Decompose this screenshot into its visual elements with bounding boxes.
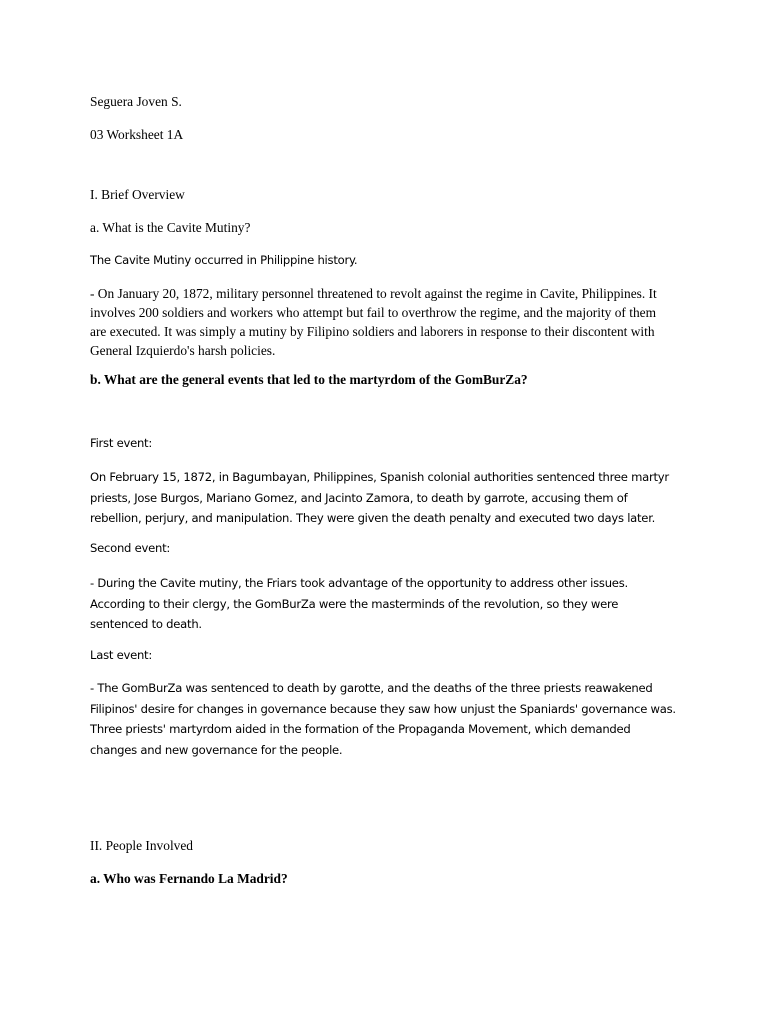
- last-event-line: changes and new governance for the people.: [90, 742, 343, 757]
- last-event-line: Filipinos' desire for changes in governance because they saw how unjust the Spaniards' governance was.: [90, 701, 676, 716]
- second-event-paragraph: [90, 573, 690, 635]
- answer-a-paragraph: [90, 284, 680, 360]
- section-heading-people-involved: II. People Involved: [90, 838, 194, 853]
- answer-a-line: involves 200 soldiers and workers who attempt but fail to overthrow the regime, and the majority of them: [90, 305, 656, 320]
- answer-a-line: - On January 20, 1872, military personnel threatened to revolt against the regime in Cavite, Philippines. It: [90, 286, 657, 301]
- worksheet-title: 03 Worksheet 1A: [90, 127, 184, 142]
- author-name: Seguera Joven S.: [90, 94, 182, 109]
- first-event-label: First event:: [90, 436, 153, 450]
- question-fernando-heading: a. Who was Fernando La Madrid?: [90, 871, 288, 886]
- first-event-paragraph: [90, 467, 690, 529]
- last-event-line: Three priests' martyrdom aided in the formation of the Propaganda Movement, which demanded: [90, 722, 631, 736]
- first-event-line: On February 15, 1872, in Bagumbayan, Philippines, Spanish colonial authorities sentenced three martyr: [90, 470, 669, 484]
- second-event-line: According to their clergy, the GomBurZa were the masterminds of the revolution, so they were: [90, 596, 619, 611]
- second-event-line: sentenced to death.: [90, 617, 202, 631]
- second-event-label: Second event:: [90, 541, 171, 555]
- answer-a-line: are executed. It was simply a mutiny by Filipino soldiers and laborers in response to their discontent with: [90, 324, 655, 339]
- first-event-line: rebellion, perjury, and manipulation. They were given the death penalty and executed two days later.: [90, 511, 656, 525]
- last-event-paragraph: [90, 678, 690, 760]
- question-a-heading: a. What is the Cavite Mutiny?: [90, 220, 251, 235]
- last-event-line: - The GomBurZa was sentenced to death by garotte, and the deaths of the three priests reawakened: [90, 681, 653, 695]
- last-event-label: Last event:: [90, 648, 153, 662]
- section-heading-brief-overview: I. Brief Overview: [90, 187, 185, 202]
- answer-a-line: General Izquierdo's harsh policies.: [90, 343, 276, 358]
- answer-a-intro: The Cavite Mutiny occurred in Philippine history.: [90, 253, 358, 267]
- first-event-line: priests, Jose Burgos, Mariano Gomez, and Jacinto Zamora, to death by garrote, accusing them of: [90, 490, 628, 505]
- question-b-heading: b. What are the general events that led to the martyrdom of the GomBurZa?: [90, 372, 528, 387]
- second-event-line: - During the Cavite mutiny, the Friars took advantage of the opportunity to address other issues.: [90, 576, 628, 590]
